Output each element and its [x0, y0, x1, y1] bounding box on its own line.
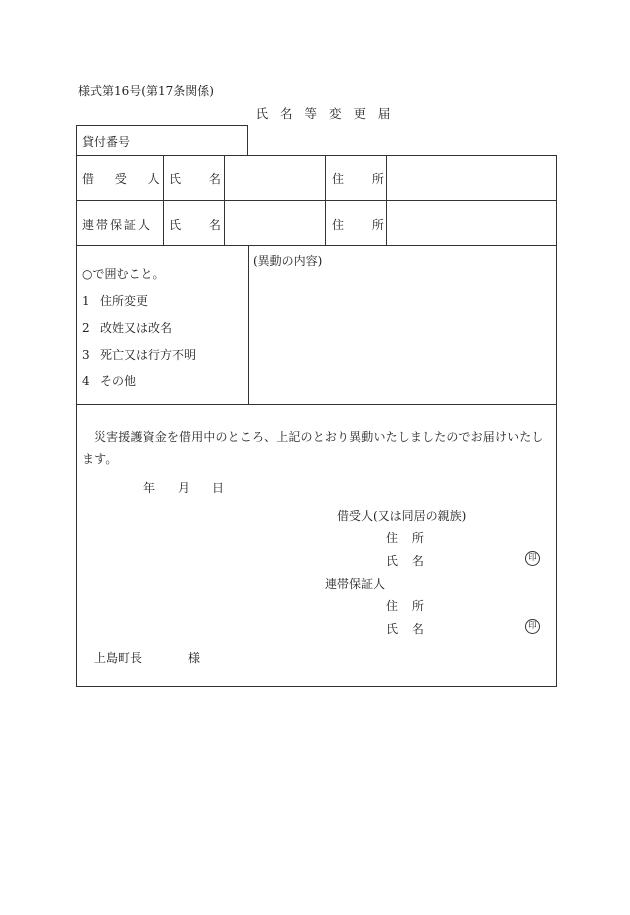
col-divider	[163, 155, 164, 245]
col-divider	[386, 155, 387, 245]
change-option[interactable]	[82, 292, 148, 309]
borrower-name-sign-label	[386, 552, 424, 569]
row-divider	[76, 200, 557, 201]
col-divider	[248, 245, 249, 404]
loan-number-field[interactable]	[140, 133, 240, 149]
change-option[interactable]	[82, 346, 196, 363]
guarantor-heading: 連帯保証人	[325, 577, 386, 591]
borrower-name-field[interactable]	[228, 170, 320, 186]
borrower-name-label-text: 氏 名	[169, 172, 221, 186]
date-day-label: 日	[212, 481, 225, 495]
change-instruction: ○で囲むこと。	[82, 267, 165, 281]
honorific: 様	[188, 651, 201, 665]
change-details-label: (異動の内容)	[253, 254, 323, 268]
guarantor-name-label	[169, 216, 221, 233]
date-month-label: 月	[178, 481, 191, 495]
guarantor-name-sign-text: 氏 名	[386, 622, 424, 636]
change-option-label: 改姓又は改名	[100, 321, 173, 335]
guarantor-label-text: 連帯保証人	[82, 218, 153, 232]
borrower-label	[82, 170, 160, 187]
row-divider	[76, 404, 557, 405]
borrower-name-sign-text: 氏 名	[386, 554, 424, 568]
addressee: 上島町長	[94, 651, 143, 665]
borrower-label-text: 借 受 人	[82, 172, 160, 186]
change-option-number: 4	[82, 374, 90, 388]
change-option-label: 住所変更	[100, 294, 149, 308]
change-option-number: 2	[82, 321, 90, 335]
guarantor-name-field[interactable]	[228, 216, 320, 232]
change-option-number: 3	[82, 348, 90, 362]
borrower-heading: 借受人(又は同居の親族)	[337, 509, 467, 523]
borrower-address-field[interactable]	[390, 170, 550, 186]
guarantor-address-sign-label	[386, 597, 424, 614]
col-divider	[325, 155, 326, 245]
col-divider	[224, 155, 225, 245]
form-title	[0, 104, 630, 122]
guarantor-address-label-text: 住 所	[332, 218, 384, 232]
change-details-field[interactable]	[252, 270, 552, 400]
borrower-address-sign-label	[386, 529, 424, 546]
main-form-table	[76, 155, 557, 687]
change-option-number: 1	[82, 294, 90, 308]
change-option-label: その他	[100, 374, 137, 388]
seal-icon: 印	[525, 619, 540, 634]
loan-number-label: 貸付番号	[82, 135, 131, 149]
guarantor-label	[82, 216, 152, 233]
form-title-text: 氏 名 等 変 更 届	[255, 106, 391, 121]
form-number: 様式第16号(第17条関係)	[78, 84, 214, 98]
seal-icon: 印	[525, 551, 540, 566]
change-option-label: 死亡又は行方不明	[100, 348, 197, 362]
change-option[interactable]	[82, 372, 136, 389]
change-option[interactable]	[82, 319, 172, 336]
borrower-name-label	[169, 170, 221, 187]
guarantor-name-sign-label	[386, 620, 424, 637]
date-year-label: 年	[143, 481, 156, 495]
guarantor-address-sign-text: 住 所	[386, 599, 424, 613]
guarantor-name-label-text: 氏 名	[169, 218, 221, 232]
row-divider	[76, 245, 557, 246]
borrower-address-label-text: 住 所	[332, 172, 384, 186]
borrower-address-sign-text: 住 所	[386, 531, 424, 545]
guarantor-address-label	[332, 216, 384, 233]
guarantor-address-field[interactable]	[390, 216, 550, 232]
borrower-address-label	[332, 170, 384, 187]
declaration-statement: 災害援護資金を借用中のところ、上記のとおり異動いたしましたのでお届けいたします。	[82, 430, 544, 466]
